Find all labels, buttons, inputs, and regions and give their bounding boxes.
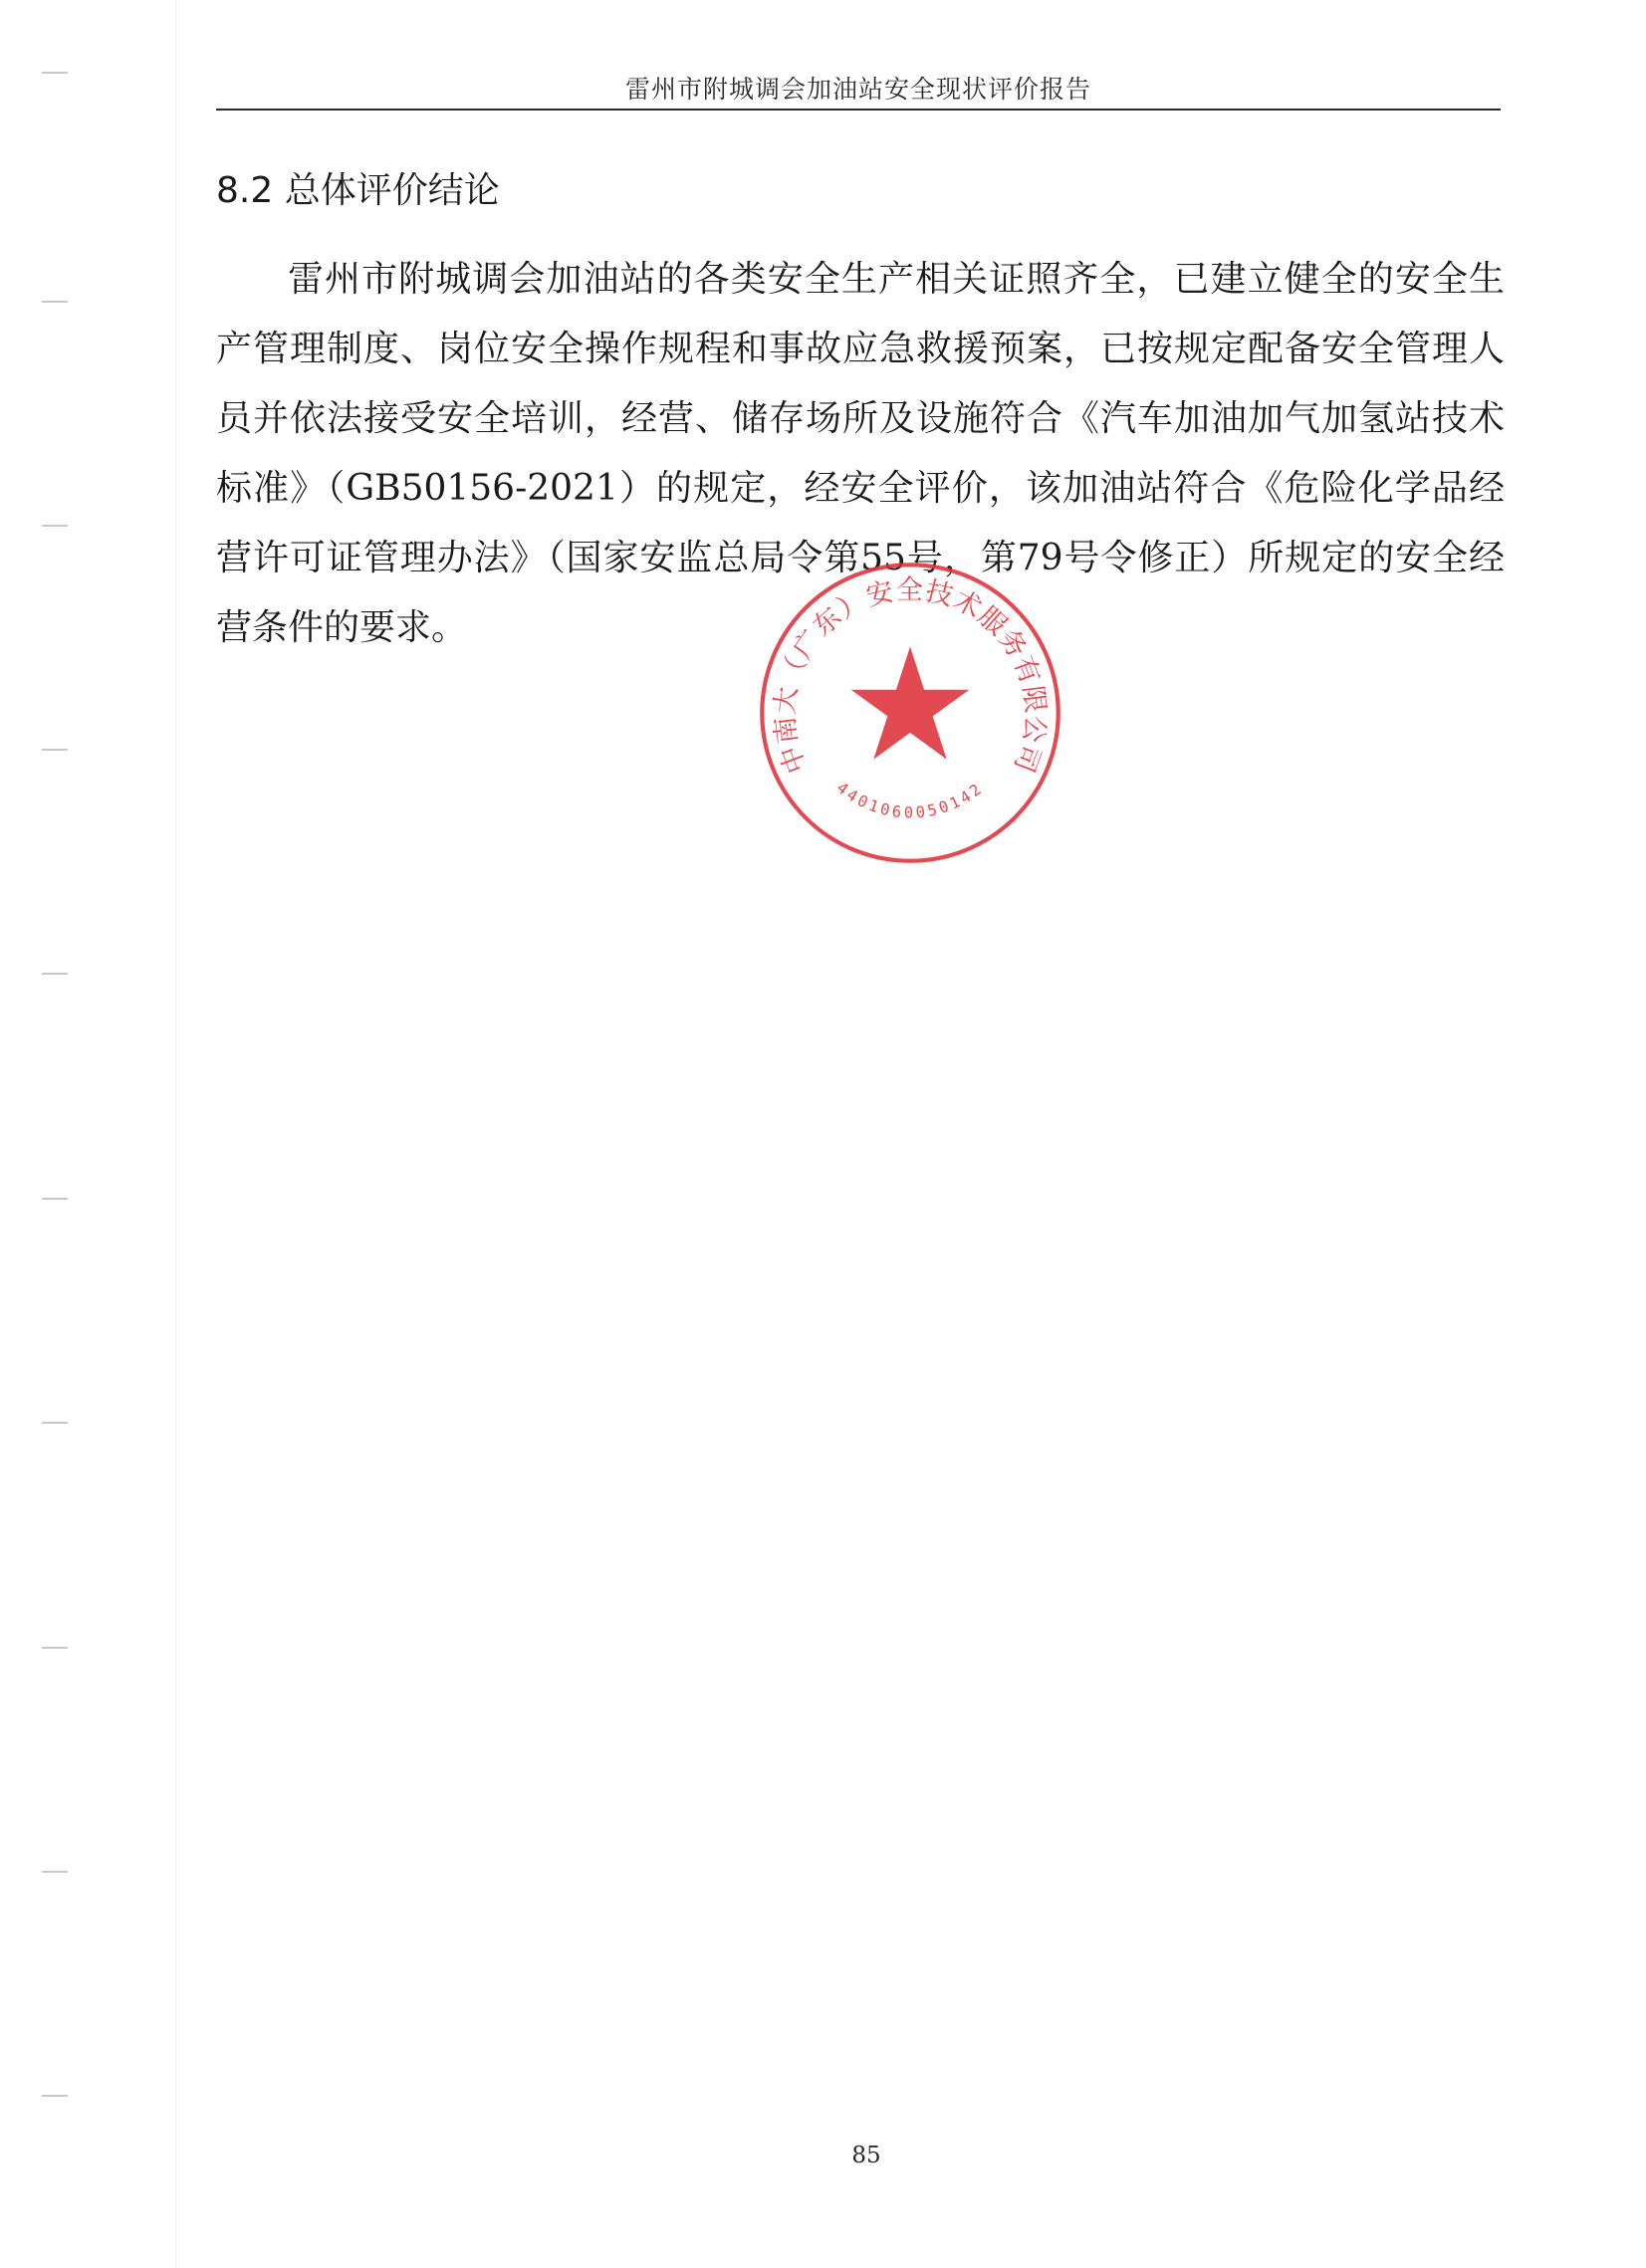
binding-edge-line bbox=[175, 0, 176, 2268]
section-heading: 8.2 总体评价结论 bbox=[216, 170, 500, 211]
binding-tick-mark bbox=[42, 973, 68, 975]
svg-text:中南大（广东）安全技术服务有限公司: 中南大（广东）安全技术服务有限公司 bbox=[769, 574, 1052, 778]
header-rule bbox=[216, 109, 1501, 111]
svg-text:4401060050142: 4401060050142 bbox=[832, 779, 988, 822]
binding-tick-mark bbox=[42, 1647, 68, 1649]
page-number: 85 bbox=[851, 2143, 881, 2168]
binding-tick-mark bbox=[42, 1871, 68, 1873]
conclusion-paragraph: 雷州市附城调会加油站的各类安全生产相关证照齐全，已建立健全的安全生产管理制度、岗位安全操作规程和事故应急救援预案，已按规定配备安全管理人员并依法接受安全培训，经营、储存场所及设施符合《汽车加油加气加氢站技术标准》（GB50156-2021）的规定，经安全评价，该加油站符合《危险化学品经营许可证管理办法》（国家安监总局令第55号，第79号令修正）所规定的安全经营条件的要求。 bbox=[216, 259, 1505, 648]
binding-tick-mark bbox=[42, 301, 68, 303]
binding-tick-mark bbox=[42, 2095, 68, 2097]
binding-tick-mark bbox=[42, 749, 68, 751]
company-seal-stamp bbox=[755, 558, 1065, 868]
binding-tick-mark bbox=[42, 1422, 68, 1424]
binding-tick-mark bbox=[42, 72, 68, 74]
binding-tick-mark bbox=[42, 1198, 68, 1200]
binding-tick-mark bbox=[42, 525, 68, 527]
running-header: 雷州市附城调会加油站安全现状评价报告 bbox=[624, 75, 1091, 104]
